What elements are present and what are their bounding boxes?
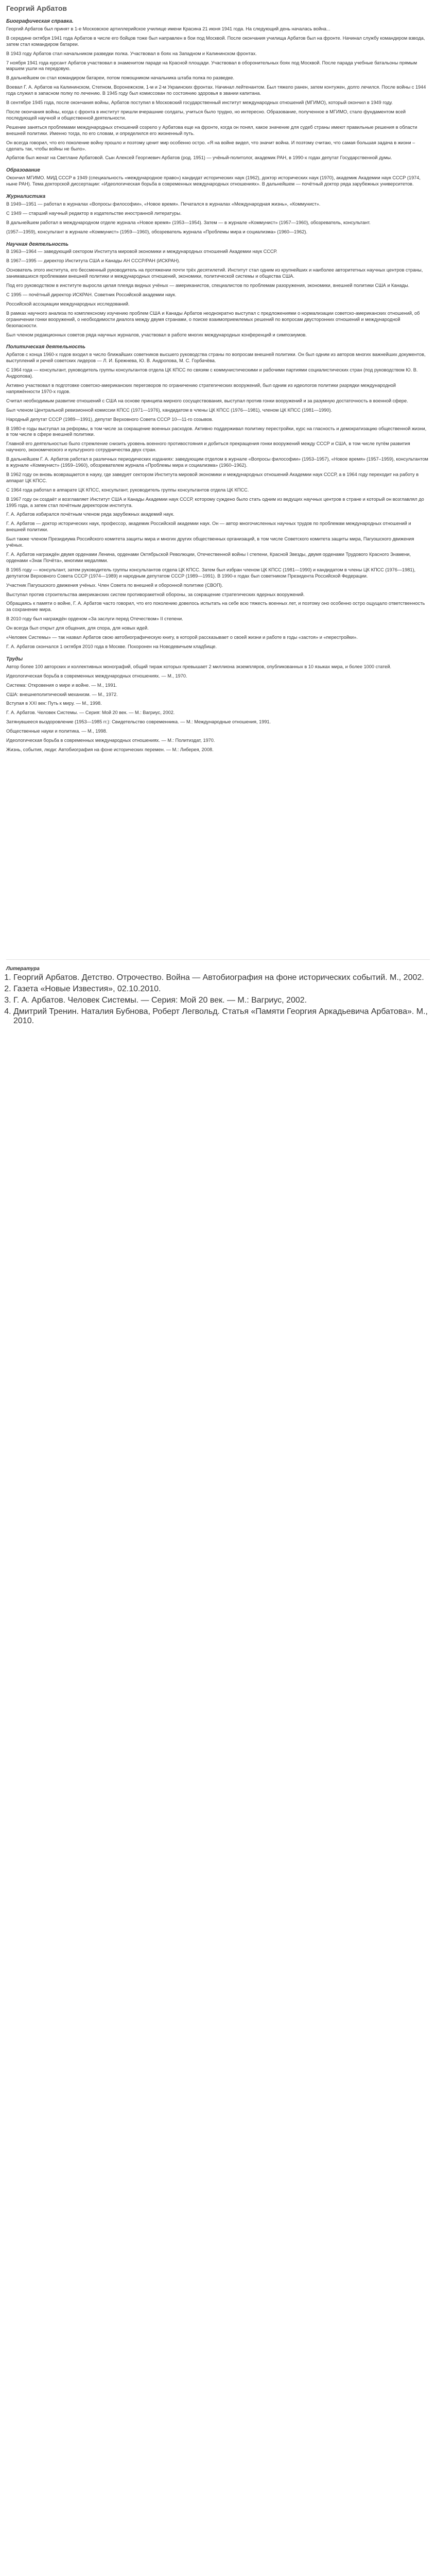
- section-paragraph: Затянувшееся выздоровление (1953—1985 гг.): Свидетельство современника. — М.: Международные отношения, 1991.: [6, 719, 271, 725]
- section-paragraph: Считал необходимым развитие отношений с США на основе принципа мирного сосуществования, выступал против гонки вооружений и за разумную достаточность в военной сфере.: [6, 398, 408, 403]
- reference-item: 4. Дмитрий Тренин. Наталия Бубнова, Роберт Легвольд. Статья «Памяти Георгия Аркадьевича Арбатова». М., 2010.: [13, 1007, 430, 1026]
- section-paragraph: США: внешнеполитический механизм. — М., 1972.: [6, 691, 118, 697]
- section-paragraph: В середине октября 1941 года Арбатов в числе его бойцов тоже был направлен в бои под Москвой. После окончания училища Арбатов был на фронте. Начинал службу командиром взвода, затем стал командиром батареи.: [6, 35, 425, 47]
- section-paragraph: 7 ноября 1941 года курсант Арбатов участвовал в знаменитом параде на Красной площади. Участвовал в оборонительных боях под Москвой. После парада учебные батальоны прямым маршем ушли на передовую.: [6, 60, 417, 72]
- section-heading: Труды: [6, 656, 23, 662]
- section-paragraph: Он всегда был открыт для общения, для спора, для новых идей.: [6, 625, 149, 631]
- section-paragraph: Г. А. Арбатов награждён двумя орденами Ленина, орденами Октябрьской Революции, Отечественной войны I степени, Красной Звезды, двумя орденами Трудового Красного Знамени, орденами «Знак Почёта», многими медалями.: [6, 552, 411, 563]
- section-paragraph: Обращаясь к памяти о войне, Г. А. Арбатов часто говорил, что его поколению довелось испытать на себе всю тяжесть военных лет, и поэтому оно особенно остро ощущало ответственность за сохранение мира.: [6, 601, 425, 613]
- section-paragraph: Российской ассоциации международных исследований.: [6, 301, 130, 307]
- section-paragraph: После окончания войны, когда с фронта в институт пришли вчерашние солдаты, учиться было трудно, но интересно. Образование, полученное в МГИМО, стало фундаментом всей последующей научной и общественной деятельности.: [6, 109, 406, 121]
- section-paragraph: Арбатов с конца 1960-х годов входил в число ближайших советников высшего руководства страны по вопросам внешней политики. Он был одним из авторов многих важнейших документов, выступлений и речей советских лидеров — Л. И. Брежнева, Ю. В. Андропова, М. С. Горбачёва.: [6, 352, 426, 364]
- section-paragraph: Под его руководством в институте выросла целая плеяда видных учёных — американистов, специалистов по проблемам разоружения, экономики, внешней политики США и Канады.: [6, 283, 410, 289]
- section-paragraph: В 1949—1951 — работал в журналах «Вопросы философии», «Новое время». Печатался в журналах «Международная жизнь», «Коммунист».: [6, 201, 321, 207]
- section-paragraph: Г. А. Арбатов. Человек Системы. — Серия: Мой 20 век. — М.: Вагриус, 2002.: [6, 710, 175, 716]
- section-paragraph: В рамках научного анализа по комплексному изучению проблем США и Канады Арбатов неоднократно выступал с предложениями о нормализации советско-американских отношений, об ограничении гонки вооружений, о необходимости диалога между двумя странами, о поиске взаимоприемлемых решений по вопросам двусторонних отношений и международной безопасности.: [6, 310, 420, 328]
- references-section: [6, 966, 430, 1026]
- section-paragraph: Воевал Г. А. Арбатов на Калининском, Степном, Воронежском, 1-м и 2-м Украинских фронтах. Начинал лейтенантом. Был тяжело ранен, затем контужен, долго лечился. После войны с 1944 года служил в запасном полку по лечению. В 1945 году был комиссован по состоянию здоровья в звании капитана.: [6, 84, 426, 96]
- section-paragraph: Он всегда говорил, что его поколение войну прошло и поэтому ценит мир особенно остро. «Я на войне видел, что значит война. И поэтому считаю, что самая большая задача в жизни – сделать так, чтобы войны не было».: [6, 140, 415, 151]
- section-paragraph: Идеологическая борьба в современных международных отношениях. — М.: Политиздат, 1970.: [6, 738, 215, 743]
- section-paragraph: Окончил МГИМО. МИД СССР в 1949 (специальность «международное право») кандидат исторических наук (1962), доктор исторических наук (1970), академик Академии наук СССР (1974, ныне РАН). Тема докторской диссертации: «Идеологическая борьба в современных международных отношениях». В дальнейшем — почётный доктор ряда зарубежных университетов.: [6, 175, 421, 187]
- section-paragraph: В сентябре 1945 года, после окончания войны, Арбатов поступил в Московский государственный институт международных отношений (МГИМО), который окончил в 1949 году.: [6, 100, 393, 106]
- section-heading: Научная деятельность: [6, 241, 69, 247]
- section-paragraph: В 1963—1964 — заведующий сектором Института мировой экономики и международных отношений Академии наук СССР.: [6, 249, 277, 255]
- section-paragraph: Вступая в XXI век: Путь к миру. — М., 1998.: [6, 701, 102, 706]
- section-paragraph: Идеологическая борьба в современных международных отношениях. — М., 1970.: [6, 673, 187, 679]
- section-paragraph: В дальнейшем Г. А. Арбатов работал в различных периодических изданиях: заведующим отделом в журнале «Вопросы философии» (1953–1957), «Новое время» (1957–1959), консультантом в журнале «Коммунист» (1959–1960), обозревателем журнала «Проблемы мира и социализма» (1960–1962).: [6, 456, 428, 468]
- section-paragraph: Автор более 100 авторских и коллективных монографий, общий тираж которых превышает 2 миллиона экземпляров, опубликованных в 10 языках мира, и более 1000 статей.: [6, 664, 392, 669]
- section-paragraph: Основатель этого института, его бессменный руководитель на протяжении почти трёх десятилетий. Институт стал одним из крупнейших и наиболее авторитетных научных центров страны, занимавшихся проблемами внешней политики и международных отношений, экономики, политической системы и общества США.: [6, 267, 423, 279]
- section-paragraph: Решение заняться проблемами международных отношений созрело у Арбатова еще на фронте, когда он понял, какое значение для судеб страны имеют правильные решения в области внешней политики. Именно тогда, по его словам, и определился его жизненный путь.: [6, 124, 417, 136]
- section-paragraph: Г. А. Арбатов — доктор исторических наук, профессор, академик Российской академии наук. Он — автор многочисленных научных трудов по проблемам международных отношений и внешней политики.: [6, 521, 411, 533]
- reference-item: 3. Г. А. Арбатов. Человек Системы. — Серия: Мой 20 век. — М.: Вагриус, 2002.: [13, 996, 430, 1005]
- section-paragraph: Народный депутат СССР (1989—1991), депутат Верховного Совета СССР 10—11-го созывов.: [6, 416, 214, 422]
- references-divider: [6, 959, 430, 960]
- reference-item: 1. Георгий Арбатов. Детство. Отрочество. Война — Автобиография на фоне исторических событий. М., 2002.: [13, 973, 430, 982]
- section-paragraph: С 1995 — почётный директор ИСКРАН. Советник Российской академии наук.: [6, 292, 177, 297]
- section-paragraph: В дальнейшем работал в международном отделе журнала «Новое время» (1953—1954). Затем — в журнале «Коммунист» (1957—1960), обозреватель, консультант.: [6, 219, 371, 225]
- reference-item: 2. Газета «Новые Известия», 02.10.2010.: [13, 985, 430, 994]
- section-paragraph: Активно участвовал в подготовке советско-американских переговоров по ограничению стратегических вооружений, был одним из идеологов политики разрядки международной напряжённости 1970-х годов.: [6, 382, 396, 394]
- section-paragraph: С 1964 года работал в аппарате ЦК КПСС, консультант, руководитель группы консультантов отдела ЦК КПСС.: [6, 487, 249, 493]
- section-heading: Биографическая справка.: [6, 19, 74, 24]
- section-paragraph: Был членом редакционных советов ряда научных журналов, участвовал в работе многих международных конференций и симпозиумов.: [6, 332, 307, 337]
- references-list: [6, 973, 430, 1026]
- section-paragraph: С 1949 — старший научный редактор в издательстве иностранной литературы.: [6, 210, 182, 216]
- section-paragraph: В 1980-е годы выступал за реформы, в том числе за сокращение военных расходов. Активно поддерживал политику перестройки, курс на гласность и демократизацию общественной жизни, в том числе в сфере внешней политики.: [6, 426, 427, 437]
- page-title: Георгий Арбатов: [6, 4, 67, 12]
- section-paragraph: «Человек Системы» — так назвал Арбатов свою автобиографическую книгу, в которой рассказывает о своей жизни и работе в годы «застоя» и «перестройки».: [6, 635, 358, 640]
- section-paragraph: Главной его деятельностью было стремление снизить уровень военного противостояния и добиться прекращения гонки вооружений между СССР и США, в том числе путём развития научного, экономического и культурного сотрудничества двух стран.: [6, 441, 410, 453]
- section-paragraph: В 1967—1995 — директор Института США и Канады АН СССР/РАН (ИСКРАН).: [6, 258, 180, 264]
- section-paragraph: В 1967 году он создаёт и возглавляет Институт США и Канады Академии наук СССР, которому суждено было стать одним из ведущих научных центров в стране и который он возглавлял до 1995 года, а затем стал почётным директором института.: [6, 496, 424, 508]
- article-body: [6, 19, 430, 753]
- section-paragraph: Был также членом Президиума Российского комитета защиты мира и многих других общественных организаций, в том числе Советского комитета защиты мира, Пагуошского движения учёных.: [6, 536, 414, 548]
- section-paragraph: Арбатов был женат на Светлане Арбатовой. Сын Алексей Георгиевич Арбатов (род. 1951) — учёный-политолог, академик РАН, в 1990-х годах депутат Государственной думы.: [6, 155, 392, 161]
- section-heading: Образование: [6, 167, 40, 174]
- section-paragraph: Г. А. Арбатов скончался 1 октября 2010 года в Москве. Похоронен на Новодевичьем кладбище.: [6, 643, 217, 649]
- section-heading: Журналистика: [6, 194, 46, 200]
- section-paragraph: С 1964 года — консультант, руководитель группы консультантов отдела ЦК КПСС по связям с коммунистическими и рабочими партиями социалистических стран (под руководством Ю. В. Андропова).: [6, 367, 418, 379]
- section-paragraph: В 1965 году — консультант, затем руководитель группы консультантов отдела ЦК КПСС. Затем был избран членом ЦК КПСС (1981—1990) и кандидатом в члены ЦК КПСС (1976—1981), депутатом Верховного Совета СССР (1974—1989) и народным депутатом СССР (1989—1991). В 1990-х годах был советником Президента Российской Федерации.: [6, 567, 416, 579]
- section-paragraph: В дальнейшем он стал командиром батареи, потом помощником начальника штаба полка по разведке.: [6, 75, 235, 81]
- section-paragraph: Г. А. Арбатов избирался почётным членом ряда зарубежных академий наук.: [6, 512, 175, 517]
- section-heading: Политическая деятельность: [6, 344, 85, 350]
- references-heading: Литература: [6, 965, 40, 972]
- section-paragraph: (1957—1959), консультант в журнале «Коммунист» (1959—1960), обозреватель журнала «Проблемы мира и социализма» (1960—1962).: [6, 229, 308, 234]
- section-paragraph: Общественные науки и политика. — М., 1998.: [6, 728, 108, 734]
- section-paragraph: Выступал против строительства американских систем противоракетной обороны, за сокращение стратегических ядерных вооружений.: [6, 591, 305, 597]
- section-paragraph: В 1943 году Арбатов стал начальником разведки полка. Участвовал в боях на Западном и Калининском фронтах.: [6, 50, 257, 56]
- section-paragraph: Участник Пагуошского движения учёных. Член Совета по внешней и оборонной политике (СВОП).: [6, 582, 223, 588]
- section-paragraph: Жизнь, события, люди: Автобиография на фоне исторических перемен. — М.: Либерея, 2008.: [6, 747, 214, 752]
- section-paragraph: В 2010 году был награждён орденом «За заслуги перед Отечеством» II степени.: [6, 616, 183, 622]
- section-paragraph: Система: Откровения о мире и войне. — М., 1991.: [6, 682, 117, 688]
- section-paragraph: Георгий Арбатов был принят в 1-е Московское артиллерийское училище имени Красина 21 июня 1941 года. На следующий день началась война...: [6, 26, 330, 31]
- section-paragraph: В 1962 году он вновь возвращается в науку, где заведует сектором Института мировой экономики и международных отношений Академии наук СССР, а в 1964 году переходит на работу в аппарат ЦК КПСС.: [6, 471, 419, 483]
- section-paragraph: Был членом Центральной ревизионной комиссии КПСС (1971—1976), кандидатом в члены ЦК КПСС (1976—1981), членом ЦК КПСС (1981—1990).: [6, 407, 333, 413]
